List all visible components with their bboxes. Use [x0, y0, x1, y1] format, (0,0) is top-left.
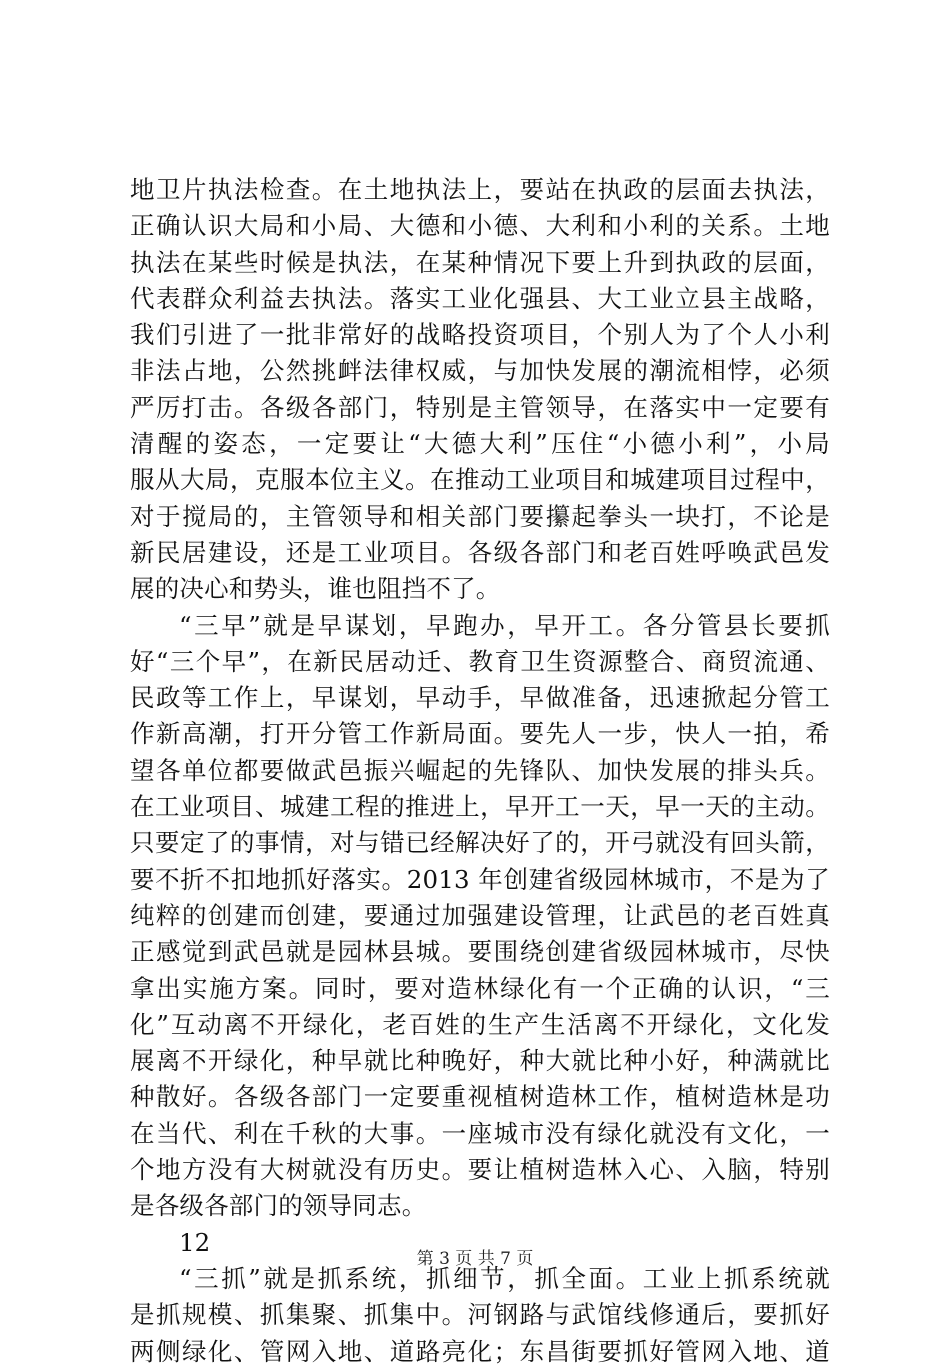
text-line: 要不折不扣地抓好落实。2013 年创建省级园林城市，不是为了	[130, 864, 830, 894]
text-line: 纯粹的创建而创建，要通过加强建设管理，让武邑的老百姓真	[130, 900, 830, 930]
text-line: 两侧绿化、管网入地、道路亮化；东昌街要抓好管网入地、道	[130, 1336, 830, 1366]
text-line: “三早”就是早谋划，早跑办，早开工。各分管县长要抓	[179, 610, 830, 640]
text-line: 望各单位都要做武邑振兴崛起的先锋队、加快发展的排头兵。	[130, 755, 830, 785]
text-line: “三抓”就是抓系统，抓细节，抓全面。工业上抓系统就	[179, 1263, 830, 1293]
text-line: 正确认识大局和小局、大德和小德、大利和小利的关系。土地	[130, 211, 830, 241]
text-line: 严厉打击。各级各部门，特别是主管领导，在落实中一定要有	[130, 392, 830, 422]
text-line: 代表群众利益去执法。落实工业化强县、大工业立县主战略，	[130, 283, 830, 313]
text-line: 个地方没有大树就没有历史。要让植树造林入心、入脑，特别	[130, 1155, 830, 1185]
text-line: 对于搅局的，主管领导和相关部门要攥起拳头一块打，不论是	[130, 501, 830, 531]
text-line: 只要定了的事情，对与错已经解决好了的，开弓就没有回头箭，	[130, 828, 830, 858]
text-line: 服从大局，克服本位主义。在推动工业项目和城建项目过程中，	[130, 465, 830, 495]
page-footer	[0, 1248, 950, 1270]
text-line: 执法在某些时候是执法，在某种情况下要上升到执政的层面，	[130, 247, 830, 277]
text-line: 化”互动离不开绿化，老百姓的生产生活离不开绿化，文化发	[130, 1009, 830, 1039]
text-line: 地卫片执法检查。在土地执法上，要站在执政的层面去执法，	[130, 175, 830, 204]
text-line: 新民居建设，还是工业项目。各级各部门和老百姓呼唤武邑发	[130, 537, 830, 567]
text-line: 清醒的姿态，一定要让“大德大利”压住“小德小利”，小局	[130, 429, 830, 459]
text-line: 好“三个早”，在新民居动迁、教育卫生资源整合、商贸流通、	[130, 646, 830, 676]
page-indicator: 第 3 页 共 7 页	[416, 1249, 534, 1269]
text-line: 拿出实施方案。同时，要对造林绿化有一个正确的认识，“三	[130, 973, 830, 1003]
text-line: 民政等工作上，早谋划，早动手，早做准备，迅速掀起分管工	[130, 683, 830, 713]
inline-page-number: 12	[179, 1227, 211, 1257]
text-line: 是抓规模、抓集聚、抓集中。河钢路与武馆线修通后，要抓好	[130, 1300, 830, 1330]
text-line: 是各级各部门的领导同志。	[130, 1191, 427, 1221]
paragraph-1	[130, 172, 830, 608]
text-line: 正感觉到武邑就是园林县城。要围绕创建省级园林城市，尽快	[130, 937, 830, 967]
paragraph-3	[130, 1261, 830, 1370]
text-line: 种散好。各级各部门一定要重视植树造林工作，植树造林是功	[130, 1082, 830, 1112]
text-line: 展离不开绿化，种早就比种晚好，种大就比种小好，种满就比	[130, 1046, 830, 1076]
text-line: 我们引进了一批非常好的战略投资项目，个别人为了个人小利	[130, 320, 830, 350]
paragraph-2	[130, 608, 830, 1225]
text-line: 在当代、利在千秋的大事。一座城市没有绿化就没有文化，一	[130, 1118, 830, 1148]
text-line: 非法占地，公然挑衅法律权威，与加快发展的潮流相悖，必须	[130, 356, 830, 386]
text-line: 作新高潮，打开分管工作新局面。要先人一步，快人一拍，希	[130, 719, 830, 749]
text-line: 展的决心和势头，谁也阻挡不了。	[130, 574, 501, 604]
document-body	[130, 172, 830, 1370]
text-line: 在工业项目、城建工程的推进上，早开工一天，早一天的主动。	[130, 792, 830, 822]
